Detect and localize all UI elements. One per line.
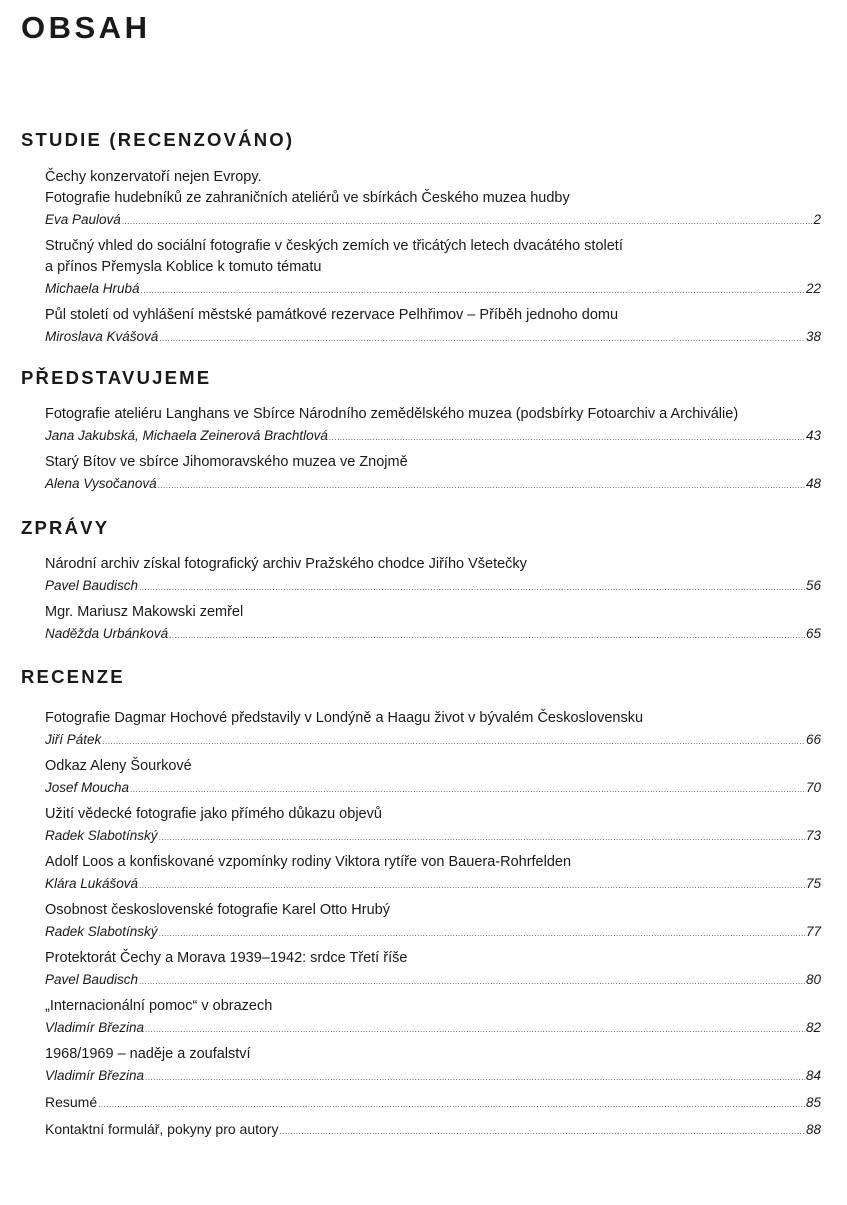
dot-leader	[139, 971, 805, 992]
entry-author-line	[45, 473, 821, 494]
toc-entry[interactable]	[45, 452, 821, 494]
dot-leader	[329, 427, 805, 448]
dot-leader	[102, 731, 805, 752]
entry-author: Vladimír Březina	[45, 1068, 145, 1083]
page-title: OBSAH	[21, 10, 151, 45]
toc-entry-kontakt[interactable]	[45, 1119, 821, 1140]
toc-entry[interactable]	[45, 554, 821, 596]
entry-line	[45, 1092, 821, 1113]
entry-label: Resumé	[45, 1094, 98, 1110]
entry-title: Čechy konzervatoří nejen Evropy.	[45, 169, 262, 185]
toc-entry[interactable]	[45, 167, 821, 230]
dot-leader	[158, 475, 805, 496]
entry-title: a přínos Přemysla Koblice k tomuto tématu	[45, 259, 322, 275]
entry-page: 65	[805, 626, 821, 641]
dot-leader	[145, 1067, 805, 1088]
toc-entry[interactable]	[45, 1044, 821, 1086]
entry-title: Osobnost československé fotografie Karel Otto Hrubý	[45, 902, 390, 918]
entry-label: Kontaktní formulář, pokyny pro autory	[45, 1121, 279, 1137]
entry-page: 43	[805, 428, 821, 443]
entry-author: Eva Paulová	[45, 212, 121, 227]
entry-page: 48	[805, 476, 821, 491]
section-heading: ZPRÁVY	[21, 517, 110, 538]
dot-leader	[159, 827, 805, 848]
entry-author-line	[45, 873, 821, 894]
entry-title: Odkaz Aleny Šourkové	[45, 758, 192, 774]
entry-author: Jiří Pátek	[45, 732, 102, 747]
entry-title: Užití vědecké fotografie jako přímého důkazu objevů	[45, 806, 382, 822]
entry-author: Alena Vysočanová	[45, 476, 157, 491]
entry-title: Protektorát Čechy a Morava 1939–1942: srdce Třetí říše	[45, 950, 408, 966]
entry-author-line	[45, 575, 821, 596]
dot-leader	[139, 875, 805, 896]
entry-title: Adolf Loos a konfiskované vzpomínky rodiny Viktora rytíře von Bauera-Rohrfelden	[45, 854, 572, 870]
toc-entry[interactable]	[45, 404, 821, 446]
entry-author: Klára Lukášová	[45, 876, 139, 891]
toc-entry[interactable]	[45, 852, 821, 894]
entry-author-line	[45, 825, 821, 846]
entry-author: Michaela Hrubá	[45, 281, 140, 296]
entry-author-line	[45, 278, 821, 299]
toc-entry[interactable]	[45, 602, 821, 644]
toc-entry[interactable]	[45, 948, 821, 990]
entry-author: Pavel Baudisch	[45, 578, 139, 593]
entry-page: 70	[805, 780, 821, 795]
dot-leader	[139, 577, 805, 598]
entry-page: 77	[805, 924, 821, 939]
entry-title: Fotografie hudebníků ze zahraničních ateliérů ve sbírkách Českého muzea hudby	[45, 190, 570, 206]
entry-page: 84	[805, 1068, 821, 1083]
entry-title: Starý Bítov ve sbírce Jihomoravského muzea ve Znojmě	[45, 454, 408, 470]
entry-author-line	[45, 209, 821, 230]
dot-leader	[169, 625, 805, 646]
entry-author-line	[45, 1017, 821, 1038]
entry-page: 82	[805, 1020, 821, 1035]
entry-title: 1968/1969 – naděje a zoufalství	[45, 1046, 251, 1062]
entry-title: Půl století od vyhlášení městské památkové rezervace Pelhřimov – Příběh jednoho domu	[45, 307, 619, 323]
entry-page: 2	[813, 212, 821, 227]
entry-page: 22	[805, 281, 821, 296]
dot-leader	[159, 328, 805, 349]
entry-page: 88	[805, 1122, 821, 1137]
toc-entry[interactable]	[45, 900, 821, 942]
toc-entry[interactable]	[45, 305, 821, 347]
entry-page: 38	[805, 329, 821, 344]
entry-author-line	[45, 623, 821, 644]
entry-author-line	[45, 729, 821, 750]
dot-leader	[159, 923, 805, 944]
dot-leader	[279, 1121, 805, 1142]
entry-title: Fotografie ateliéru Langhans ve Sbírce Národního zemědělského muzea (podsbírky Fotoarchiv a Archiválie)	[45, 406, 739, 422]
entry-author: Miroslava Kvášová	[45, 329, 159, 344]
entry-author: Naděžda Urbánková	[45, 626, 169, 641]
toc-entries	[45, 404, 821, 494]
toc-entries	[45, 554, 821, 644]
dot-leader	[98, 1094, 805, 1115]
entry-title: Mgr. Mariusz Makowski zemřel	[45, 604, 244, 620]
entry-author: Radek Slabotínský	[45, 924, 158, 939]
entry-author-line	[45, 969, 821, 990]
entry-author: Radek Slabotínský	[45, 828, 158, 843]
entry-title: Stručný vhled do sociální fotografie v českých zemích ve třicátých letech dvacátého století	[45, 238, 623, 254]
dot-leader	[141, 280, 805, 301]
toc-entry-resume[interactable]	[45, 1092, 821, 1113]
entry-author-line	[45, 326, 821, 347]
section-heading: PŘEDSTAVUJEME	[21, 367, 212, 388]
entry-page: 66	[805, 732, 821, 747]
entry-title: „Internacionální pomoc“ v obrazech	[45, 998, 273, 1014]
toc-entry[interactable]	[45, 804, 821, 846]
entry-page: 80	[805, 972, 821, 987]
entry-author: Jana Jakubská, Michaela Zeinerová Brachtlová	[45, 428, 328, 443]
entry-title: Fotografie Dagmar Hochové představily v Londýně a Haagu život v bývalém Československu	[45, 710, 644, 726]
toc-entry[interactable]	[45, 236, 821, 299]
dot-leader	[130, 779, 805, 800]
toc-entry[interactable]	[45, 708, 821, 750]
section-heading: STUDIE (RECENZOVÁNO)	[21, 129, 295, 150]
entry-page: 73	[805, 828, 821, 843]
dot-leader	[145, 1019, 805, 1040]
entry-author-line	[45, 425, 821, 446]
toc-entry[interactable]	[45, 756, 821, 798]
entry-author-line	[45, 921, 821, 942]
entry-page: 85	[805, 1095, 821, 1110]
entry-author: Vladimír Březina	[45, 1020, 145, 1035]
toc-entry[interactable]	[45, 996, 821, 1038]
section-heading: RECENZE	[21, 666, 125, 687]
entry-author-line	[45, 1065, 821, 1086]
toc-entries	[45, 167, 821, 347]
dot-leader	[122, 211, 813, 232]
entry-line	[45, 1119, 821, 1140]
entry-page: 56	[805, 578, 821, 593]
entry-author: Josef Moucha	[45, 780, 130, 795]
toc-entries	[45, 708, 821, 1140]
entry-title: Národní archiv získal fotografický archiv Pražského chodce Jiřího Všetečky	[45, 556, 527, 572]
entry-author: Pavel Baudisch	[45, 972, 139, 987]
entry-author-line	[45, 777, 821, 798]
entry-page: 75	[805, 876, 821, 891]
